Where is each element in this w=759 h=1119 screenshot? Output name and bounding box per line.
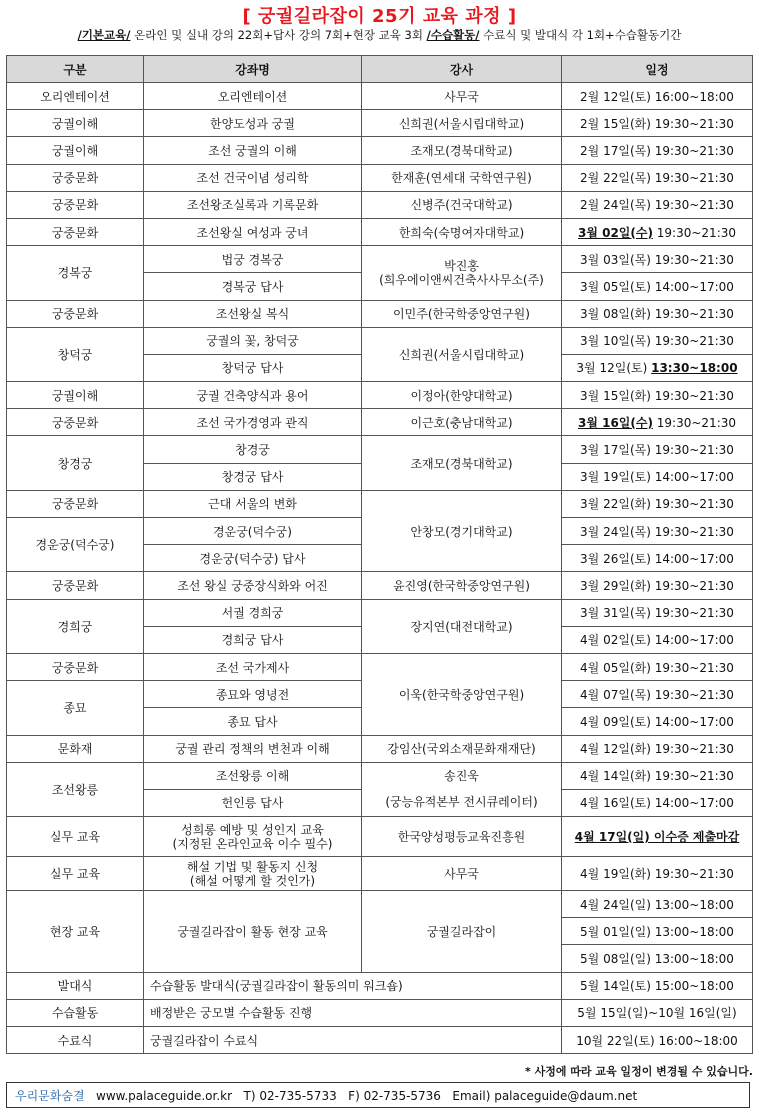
- date-cell: 4월 02일(토) 14:00~17:00: [562, 626, 753, 653]
- date-highlight: 3월 16일(수): [577, 415, 653, 430]
- date-cell: 3월 22일(화) 19:30~21:30: [562, 490, 753, 517]
- category-cell: 조선왕릉: [7, 762, 144, 816]
- date-day: 3월 12일(토): [576, 361, 652, 376]
- subtitle: [0, 27, 759, 43]
- website-link[interactable]: www.palaceguide.or.kr: [96, 1089, 233, 1103]
- date-cell: 3월 17일(목) 19:30~21:30: [562, 436, 753, 463]
- course-cell: 오리엔테이션: [144, 83, 362, 110]
- course-line: (해설 어떻게 할 것인가): [189, 873, 316, 888]
- course-cell: 창경궁 답사: [144, 463, 362, 490]
- date-cell: 4월 16일(토) 14:00~17:00: [562, 789, 753, 816]
- date-highlight: 3월 02일(수): [577, 225, 653, 240]
- table-row: [7, 972, 753, 999]
- date-cell: 4월 05일(화) 19:30~21:30: [562, 653, 753, 680]
- table-header-row: [7, 56, 753, 83]
- course-cell: 창경궁: [144, 436, 362, 463]
- date-time: 19:30~21:30: [652, 225, 737, 240]
- course-cell: 조선 국가경영과 관직: [144, 409, 362, 436]
- lecturer-cell: 이근호(충남대학교): [362, 409, 562, 436]
- date-cell: 3월 19일(토) 14:00~17:00: [562, 463, 753, 490]
- table-row: [7, 999, 753, 1026]
- course-cell: 궁궐의 꽃, 창덕궁: [144, 327, 362, 354]
- lecturer-cell: 한국양성평등교육진흥원: [362, 817, 562, 857]
- category-cell: 경희궁: [7, 599, 144, 653]
- date-cell: 3월 05일(토) 14:00~17:00: [562, 273, 753, 300]
- lecturer-name: 박진홍: [444, 258, 479, 273]
- table-row: [7, 572, 753, 599]
- course-cell: 헌인릉 답사: [144, 789, 362, 816]
- date-cell: 4월 12일(화) 19:30~21:30: [562, 735, 753, 762]
- lecturer-cell: 장지연(대전대학교): [362, 599, 562, 653]
- course-cell: [144, 817, 362, 857]
- course-cell: 종묘와 영녕전: [144, 681, 362, 708]
- table-row: [7, 191, 753, 218]
- date-cell: 4월 14일(화) 19:30~21:30: [562, 762, 753, 789]
- date-cell: 3월 24일(목) 19:30~21:30: [562, 518, 753, 545]
- table-row: [7, 409, 753, 436]
- practice-label: /수습활동/: [426, 28, 480, 42]
- table-row: [7, 857, 753, 891]
- course-cell: 조선 국가제사: [144, 653, 362, 680]
- table-row: [7, 653, 753, 680]
- date-cell: [562, 354, 753, 381]
- header-date: 일정: [562, 56, 753, 83]
- category-cell: 문화재: [7, 735, 144, 762]
- header-course: 강좌명: [144, 56, 362, 83]
- category-cell: 종묘: [7, 681, 144, 735]
- category-cell: 현장 교육: [7, 891, 144, 973]
- table-row: [7, 327, 753, 354]
- header-category: 구분: [7, 56, 144, 83]
- category-cell: 실무 교육: [7, 857, 144, 891]
- org-name: 우리문화숨결: [15, 1089, 85, 1103]
- table-row: [7, 490, 753, 517]
- date-cell: 3월 08일(화) 19:30~21:30: [562, 300, 753, 327]
- course-cell: 궁궐 건축양식과 용어: [144, 382, 362, 409]
- category-cell: 궁중문화: [7, 191, 144, 218]
- course-cell: 수습활동 발대식(궁궐길라잡이 활동의미 워크숍): [144, 972, 562, 999]
- category-cell: 궁중문화: [7, 218, 144, 245]
- date-cell: 2월 12일(토) 16:00~18:00: [562, 83, 753, 110]
- date-cell: 5월 01일(일) 13:00~18:00: [562, 918, 753, 945]
- course-cell: 한양도성과 궁궐: [144, 110, 362, 137]
- lecturer-affiliation: (희우에이앤씨건축사사무소(주): [379, 272, 544, 287]
- table-row: [7, 599, 753, 626]
- basic-text: 온라인 및 실내 강의 22회+답사 강의 7회+현장 교육 3회: [130, 28, 427, 42]
- lecturer-cell: 안창모(경기대학교): [362, 490, 562, 572]
- lecturer-cell: 이정아(한양대학교): [362, 382, 562, 409]
- date-cell: 5월 14일(토) 15:00~18:00: [562, 972, 753, 999]
- category-cell: 궁중문화: [7, 300, 144, 327]
- contact-footer: [6, 1082, 750, 1108]
- table-row: [7, 164, 753, 191]
- category-cell: 경운궁(덕수궁): [7, 518, 144, 572]
- date-cell: 2월 17일(목) 19:30~21:30: [562, 137, 753, 164]
- date-cell: 2월 22일(목) 19:30~21:30: [562, 164, 753, 191]
- category-cell: 궁중문화: [7, 409, 144, 436]
- table-row: [7, 300, 753, 327]
- schedule-change-note: * 사정에 따라 교육 일정이 변경될 수 있습니다.: [524, 1065, 753, 1078]
- course-cell: 법궁 경복궁: [144, 246, 362, 273]
- table-row: [7, 735, 753, 762]
- course-cell: 배정받은 궁모별 수습활동 진행: [144, 999, 562, 1026]
- table-row: [7, 110, 753, 137]
- course-cell: 조선왕릉 이해: [144, 762, 362, 789]
- table-row: [7, 137, 753, 164]
- category-cell: 경복궁: [7, 246, 144, 300]
- table-row: [7, 246, 753, 273]
- category-cell: 궁궐이해: [7, 382, 144, 409]
- category-cell: 창경궁: [7, 436, 144, 490]
- date-cell: 5월 15일(일)~10월 16일(일): [562, 999, 753, 1026]
- phone-number: T) 02-735-5733: [243, 1089, 337, 1103]
- course-cell: [144, 857, 362, 891]
- category-cell: 궁중문화: [7, 164, 144, 191]
- date-cell: 3월 26일(토) 14:00~17:00: [562, 545, 753, 572]
- table-row: [7, 83, 753, 110]
- table-row: [7, 891, 753, 918]
- lecturer-cell: 신희권(서울시립대학교): [362, 110, 562, 137]
- date-cell: [562, 409, 753, 436]
- schedule-table: [6, 55, 753, 1054]
- lecturer-name: 송진욱: [444, 769, 479, 784]
- date-cell: 4월 17일(일) 이수증 제출마감: [562, 817, 753, 857]
- course-cell: 궁궐 관리 정책의 변천과 이해: [144, 735, 362, 762]
- course-line: (지정된 온라인교육 이수 필수): [172, 836, 333, 851]
- lecturer-cell: 한희숙(숙명여자대학교): [362, 218, 562, 245]
- fax-number: F) 02-735-5736: [348, 1089, 441, 1103]
- date-cell: 3월 03일(목) 19:30~21:30: [562, 246, 753, 273]
- page-title: [ 궁궐길라잡이 25기 교육 과정 ]: [242, 6, 517, 27]
- lecturer-cell: [362, 762, 562, 816]
- course-cell: 창덕궁 답사: [144, 354, 362, 381]
- category-cell: 궁중문화: [7, 572, 144, 599]
- table-row: [7, 1027, 753, 1054]
- practice-text: 수료식 및 발대식 각 1회+수습활동기간: [479, 28, 682, 42]
- date-cell: 4월 09일(토) 14:00~17:00: [562, 708, 753, 735]
- category-cell: 실무 교육: [7, 817, 144, 857]
- category-cell: 궁궐이해: [7, 137, 144, 164]
- course-line: 성희롱 예방 및 성인지 교육: [181, 822, 324, 837]
- table-row: [7, 218, 753, 245]
- category-cell: 발대식: [7, 972, 144, 999]
- lecturer-cell: 사무국: [362, 857, 562, 891]
- lecturer-cell: 궁궐길라잡이: [362, 891, 562, 973]
- category-cell: 오리엔테이션: [7, 83, 144, 110]
- date-cell: 3월 10일(목) 19:30~21:30: [562, 327, 753, 354]
- date-cell: 3월 15일(화) 19:30~21:30: [562, 382, 753, 409]
- course-cell: 궁궐길라잡이 수료식: [144, 1027, 562, 1054]
- table-row: [7, 817, 753, 857]
- table-row: [7, 762, 753, 789]
- course-cell: 조선왕실 복식: [144, 300, 362, 327]
- course-cell: 조선 왕실 궁중장식화와 어진: [144, 572, 362, 599]
- date-cell: 4월 19일(화) 19:30~21:30: [562, 857, 753, 891]
- course-line: 해설 기법 및 활동지 신청: [186, 859, 319, 874]
- table-row: [7, 382, 753, 409]
- table-row: [7, 436, 753, 463]
- lecturer-cell: 신희권(서울시립대학교): [362, 327, 562, 381]
- course-cell: 조선왕조실록과 기록문화: [144, 191, 362, 218]
- course-cell: 경복궁 답사: [144, 273, 362, 300]
- lecturer-cell: 윤진영(한국학중앙연구원): [362, 572, 562, 599]
- lecturer-cell: 조재모(경북대학교): [362, 137, 562, 164]
- lecturer-cell: 강임산(국외소재문화재재단): [362, 735, 562, 762]
- date-cell: 10월 22일(토) 16:00~18:00: [562, 1027, 753, 1054]
- basic-label: /기본교육/: [77, 28, 131, 42]
- category-cell: 궁중문화: [7, 653, 144, 680]
- category-cell: 궁중문화: [7, 490, 144, 517]
- course-cell: 궁궐길라잡이 활동 현장 교육: [144, 891, 362, 973]
- course-cell: 서궐 경희궁: [144, 599, 362, 626]
- lecturer-cell: 이민주(한국학중앙연구원): [362, 300, 562, 327]
- date-cell: 2월 24일(목) 19:30~21:30: [562, 191, 753, 218]
- category-cell: 창덕궁: [7, 327, 144, 381]
- date-cell: 4월 07일(목) 19:30~21:30: [562, 681, 753, 708]
- course-cell: 종묘 답사: [144, 708, 362, 735]
- date-time: 19:30~21:30: [652, 415, 737, 430]
- course-cell: 경운궁(덕수궁): [144, 518, 362, 545]
- course-cell: 조선 건국이념 성리학: [144, 164, 362, 191]
- date-highlight: 13:30~18:00: [651, 361, 738, 376]
- date-cell: [562, 218, 753, 245]
- date-cell: 2월 15일(화) 19:30~21:30: [562, 110, 753, 137]
- lecturer-cell: 사무국: [362, 83, 562, 110]
- lecturer-cell: 이욱(한국학중앙연구원): [362, 653, 562, 735]
- course-cell: 조선 궁궐의 이해: [144, 137, 362, 164]
- date-cell: 3월 31일(목) 19:30~21:30: [562, 599, 753, 626]
- course-cell: 경희궁 답사: [144, 626, 362, 653]
- course-cell: 근대 서울의 변화: [144, 490, 362, 517]
- course-cell: 조선왕실 여성과 궁녀: [144, 218, 362, 245]
- lecturer-cell: 한재훈(연세대 국학연구원): [362, 164, 562, 191]
- lecturer-cell: [362, 246, 562, 300]
- date-cell: 5월 08일(일) 13:00~18:00: [562, 945, 753, 972]
- date-cell: 4월 24일(일) 13:00~18:00: [562, 891, 753, 918]
- lecturer-cell: 조재모(경북대학교): [362, 436, 562, 490]
- course-cell: 경운궁(덕수궁) 답사: [144, 545, 362, 572]
- lecturer-cell: 신병주(건국대학교): [362, 191, 562, 218]
- category-cell: 수료식: [7, 1027, 144, 1054]
- header-lecturer: 강사: [362, 56, 562, 83]
- lecturer-affiliation: (궁능유적본부 전시큐레이터): [385, 795, 538, 810]
- category-cell: 궁궐이해: [7, 110, 144, 137]
- email-address[interactable]: Email) palaceguide@daum.net: [452, 1089, 638, 1103]
- category-cell: 수습활동: [7, 999, 144, 1026]
- date-cell: 3월 29일(화) 19:30~21:30: [562, 572, 753, 599]
